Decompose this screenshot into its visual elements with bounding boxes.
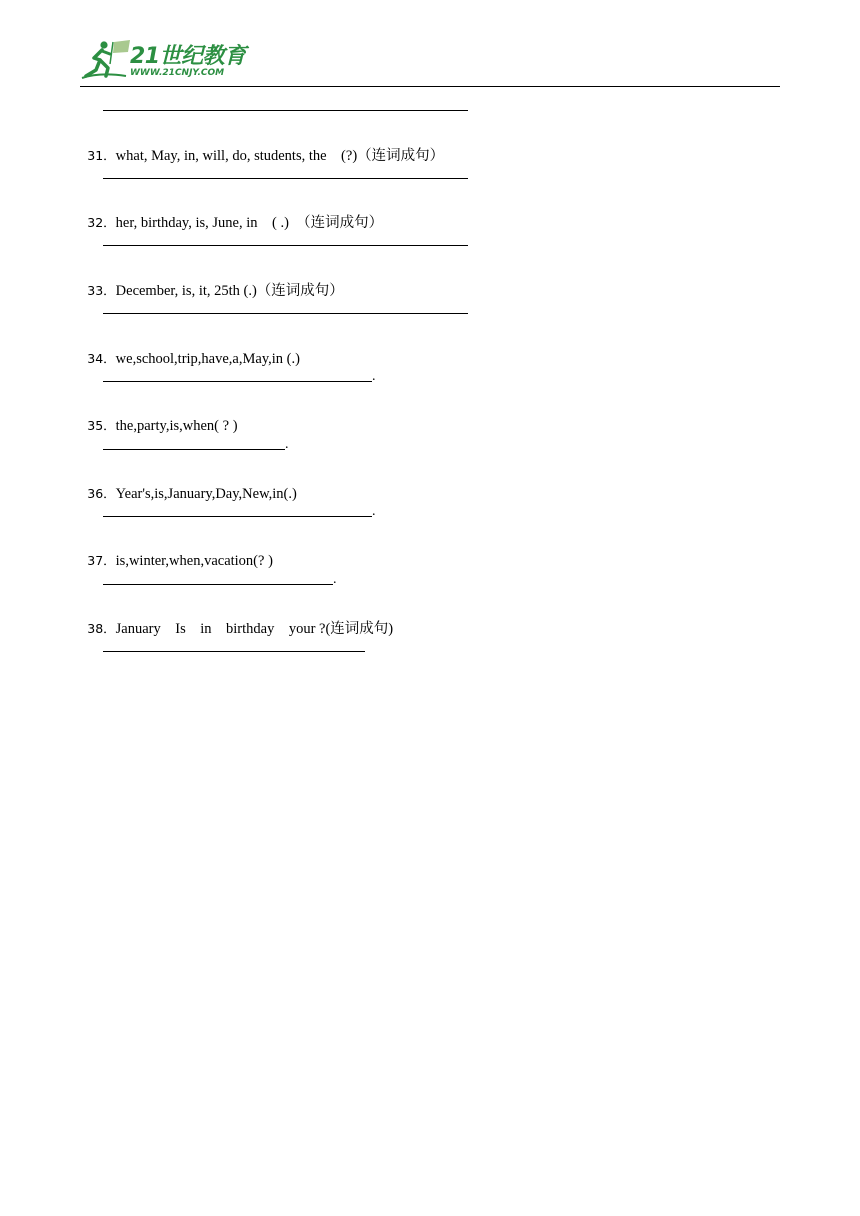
- header-divider: [80, 86, 780, 87]
- question-34: [80, 332, 300, 368]
- question-37: [80, 534, 273, 570]
- answer-line[interactable]: [103, 110, 468, 111]
- question-text: we,school,trip,have,a,May,in (.): [115, 351, 300, 367]
- question-number: 38．: [87, 621, 116, 636]
- answer-line-32[interactable]: [103, 245, 468, 246]
- question-text: January Is in birthday your ?(连词成句): [115, 621, 394, 637]
- question-number: 33．: [87, 283, 116, 298]
- answer-line-33[interactable]: [103, 313, 468, 314]
- runner-logo-icon: [80, 38, 136, 82]
- answer-line-36[interactable]: [103, 516, 372, 517]
- question-text: is,winter,when,vacation(? ): [115, 553, 273, 569]
- answer-line-35[interactable]: [103, 449, 285, 450]
- question-number: 34．: [87, 351, 116, 366]
- question-33: [80, 264, 344, 300]
- question-text: her, birthday, is, June, in ( .) （连词成句）: [115, 215, 384, 231]
- answer-line-38[interactable]: [103, 651, 365, 652]
- question-32: [80, 196, 383, 232]
- answer-line-37[interactable]: [103, 584, 333, 585]
- logo-url: WWW.21CNJY.COM: [130, 68, 225, 78]
- question-35: [80, 399, 238, 435]
- answer-line-period: .: [333, 572, 337, 587]
- answer-line-31[interactable]: [103, 178, 468, 179]
- question-38: [80, 602, 393, 638]
- question-number: 37．: [87, 553, 116, 568]
- answer-line-period: .: [372, 504, 376, 519]
- answer-line-34[interactable]: [103, 381, 372, 382]
- question-31: [80, 129, 444, 165]
- answer-line-period: .: [285, 437, 289, 452]
- logo-title: 21世纪教育: [130, 44, 246, 69]
- question-number: 32．: [87, 215, 116, 230]
- question-number: 35．: [87, 418, 116, 433]
- question-text: Year's,is,January,Day,New,in(.): [115, 486, 297, 502]
- question-number: 31．: [87, 148, 116, 163]
- question-number: 36．: [87, 486, 116, 501]
- answer-line-period: .: [372, 369, 376, 384]
- logo: [80, 38, 250, 82]
- page-header: [0, 0, 860, 90]
- question-text: what, May, in, will, do, students, the (?)（连词成句）: [115, 148, 445, 164]
- question-text: the,party,is,when( ? ): [115, 418, 238, 434]
- question-text: December, is, it, 25th (.)（连词成句）: [115, 283, 344, 299]
- question-36: [80, 467, 297, 503]
